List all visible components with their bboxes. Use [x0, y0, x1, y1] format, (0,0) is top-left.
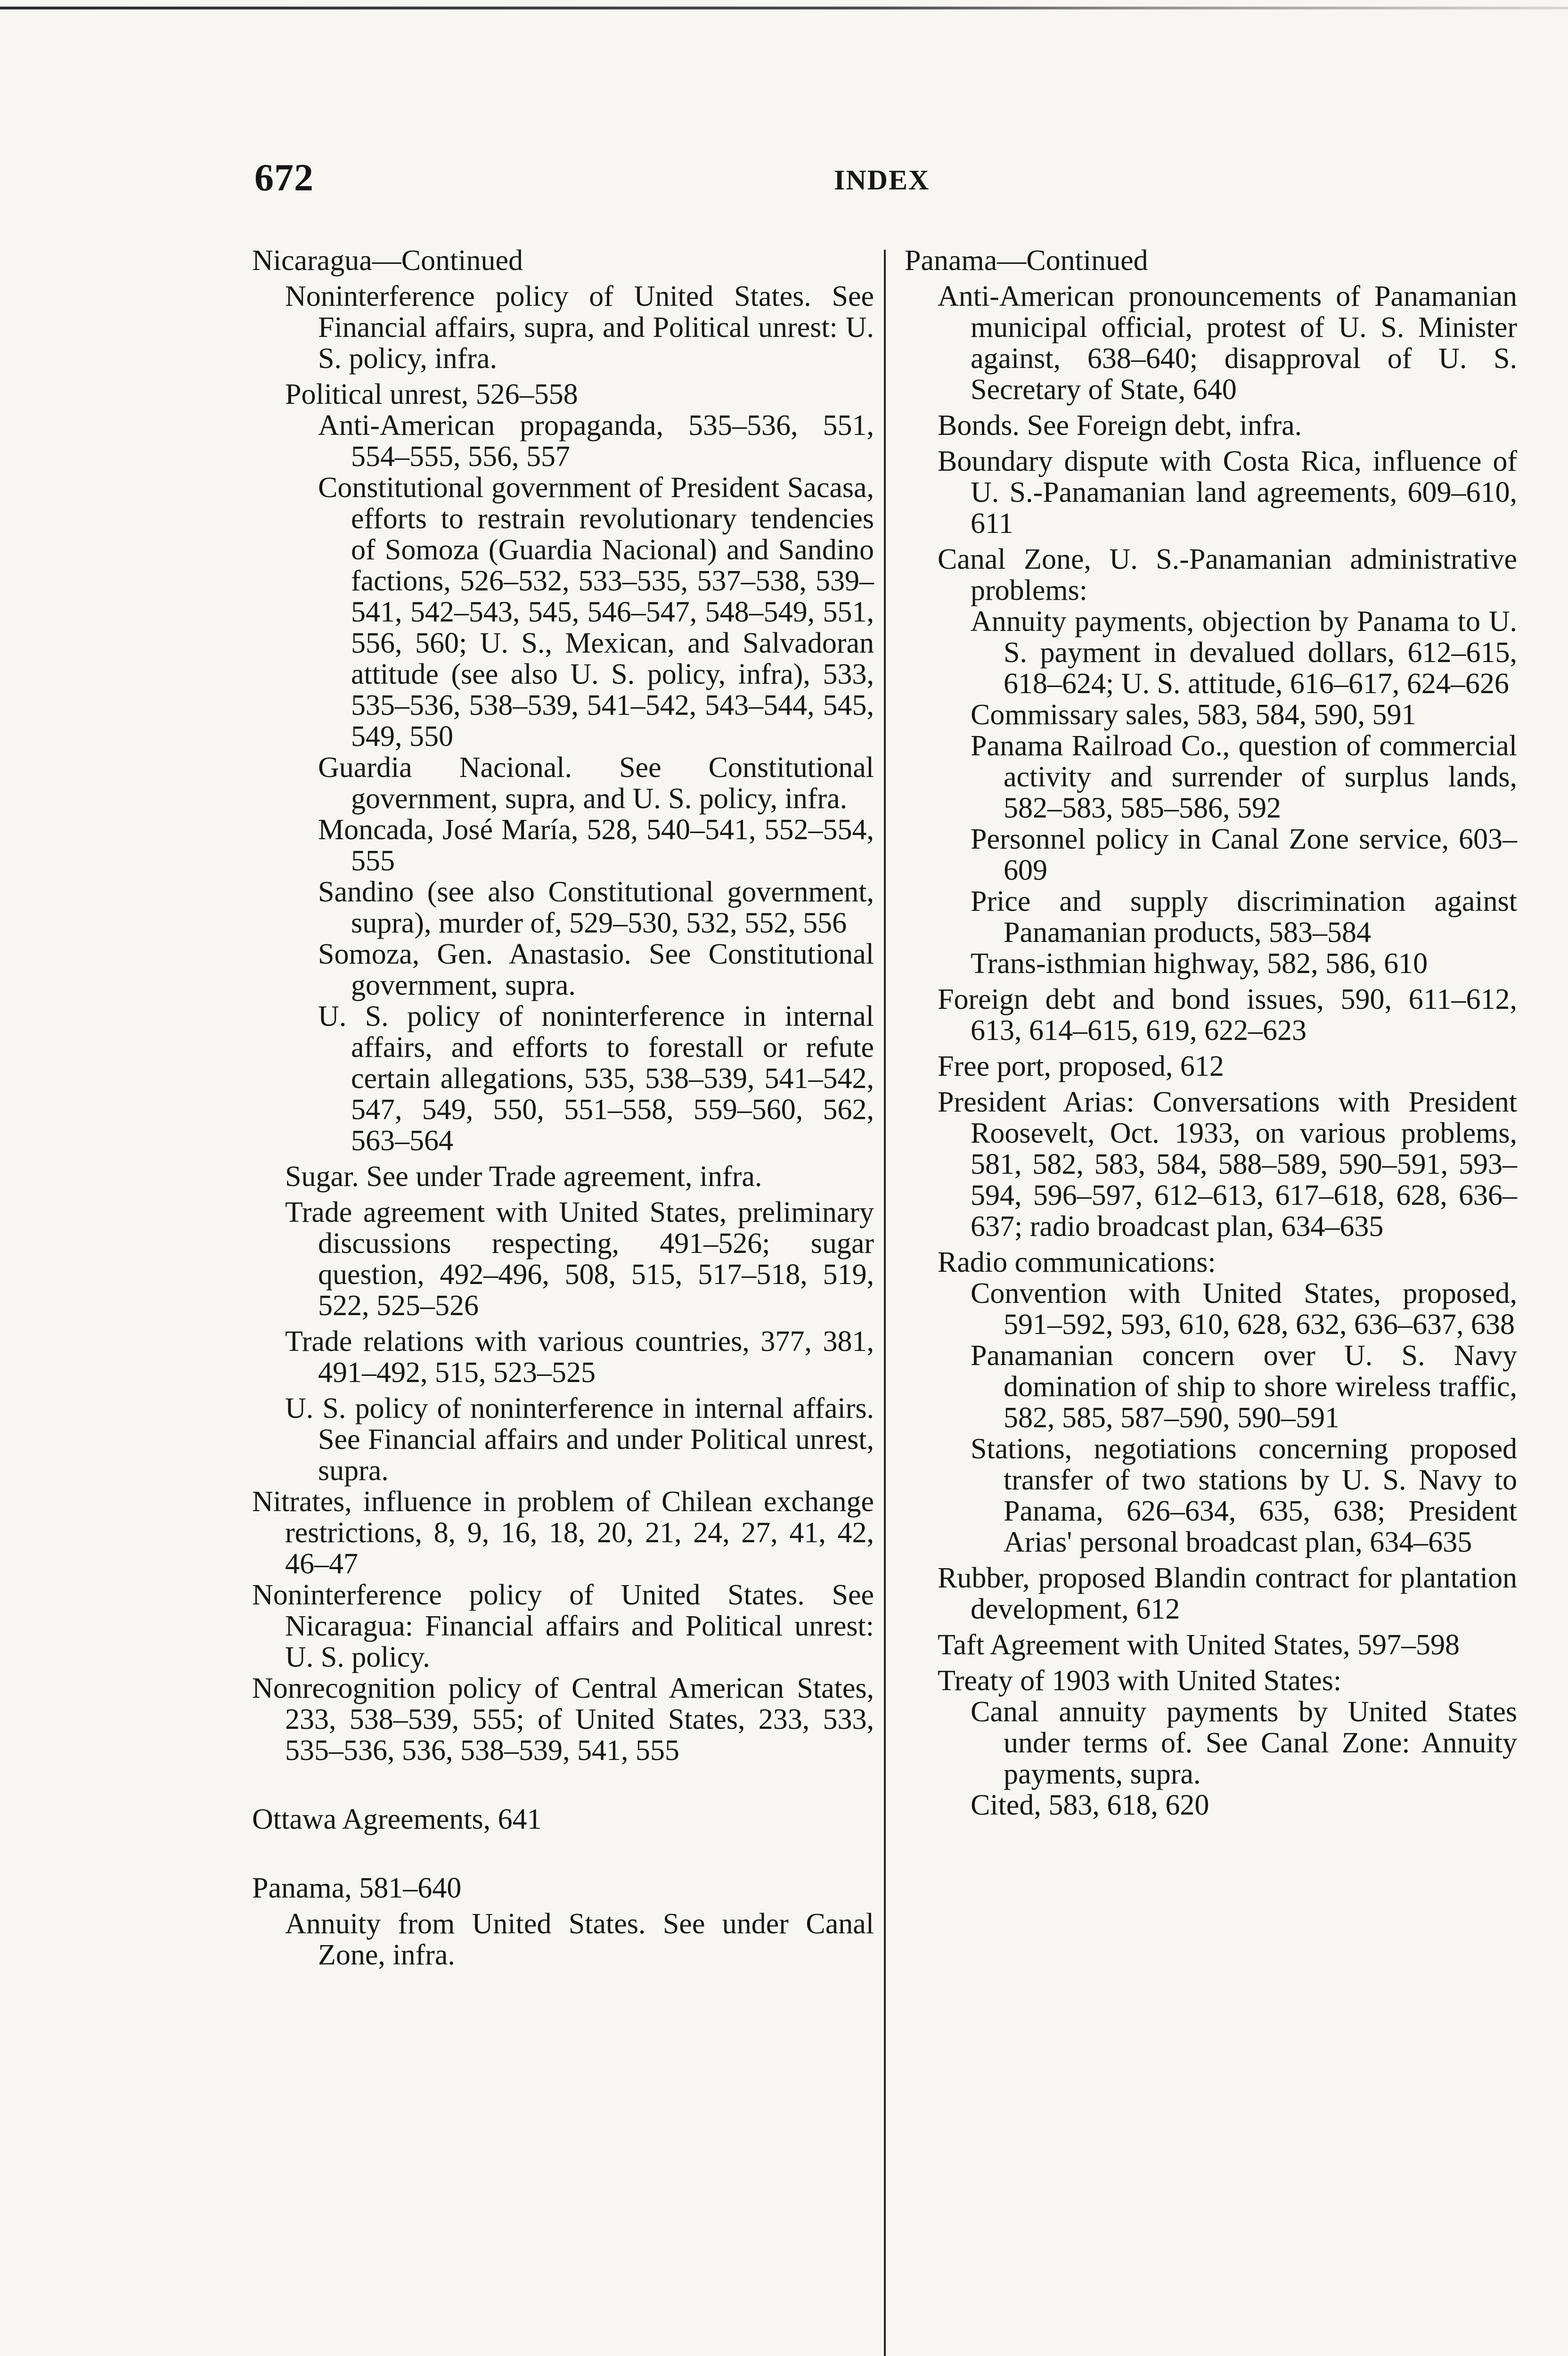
index-entry: Ottawa Agreements, 641: [252, 1803, 542, 1835]
index-entry: Sandino (see also Constitutional government, supra), murder of, 529–530, 532, 552, 556: [318, 876, 874, 939]
index-entry: Panama, 581–640: [252, 1872, 462, 1904]
index-entry: Treaty of 1903 with United States:: [938, 1665, 1342, 1697]
index-entry: Nonrecognition policy of Central American States, 233, 538–539, 555; of United States, 233, 533, 535–536, 536, 538–539, 541, 555: [252, 1672, 874, 1767]
index-entry: Political unrest, 526–558: [285, 378, 578, 410]
index-entry: Radio communications:: [938, 1246, 1216, 1278]
index-entry: Panama—Continued: [905, 245, 1148, 277]
index-entry: Free port, proposed, 612: [938, 1050, 1224, 1082]
index-entry: Sugar. See under Trade agreement, infra.: [285, 1161, 762, 1193]
index-entry: Rubber, proposed Blandin contract for plantation development, 612: [938, 1562, 1517, 1625]
index-entry: Anti-American pronouncements of Panamanian municipal official, protest of U. S. Minister against, 638–640; disapproval of U. S. Secretary of State, 640: [938, 280, 1517, 406]
index-entry: Noninterference policy of United States. See Financial affairs, supra, and Political unrest: U. S. policy, infra.: [285, 280, 874, 375]
index-entry: Canal Zone, U. S.-Panamanian administrative problems:: [938, 543, 1517, 606]
index-entry: Trans-isthmian highway, 582, 586, 610: [971, 948, 1428, 980]
page-number: 672: [254, 156, 314, 199]
index-entry: Moncada, José María, 528, 540–541, 552–554, 555: [318, 814, 874, 877]
index-entry: Taft Agreement with United States, 597–598: [938, 1629, 1460, 1661]
index-entry: U. S. policy of noninterference in internal affairs. See Financial affairs and under Political unrest, supra.: [285, 1392, 874, 1487]
index-entry: Trade relations with various countries, 377, 381, 491–492, 515, 523–525: [285, 1325, 874, 1389]
index-entry: Anti-American propaganda, 535–536, 551, 554–555, 556, 557: [318, 409, 874, 473]
index-entry: Annuity from United States. See under Canal Zone, infra.: [285, 1908, 874, 1971]
index-entry: Guardia Nacional. See Constitutional government, supra, and U. S. policy, infra.: [318, 752, 874, 815]
column-divider: [884, 250, 886, 2356]
index-entry: Foreign debt and bond issues, 590, 611–612, 613, 614–615, 619, 622–623: [938, 983, 1517, 1047]
page-header: [254, 155, 1527, 198]
index-entry: Trade agreement with United States, preliminary discussions respecting, 491–526; sugar question, 492–496, 508, 515, 517–518, 519, 522, 525–526: [285, 1196, 874, 1322]
index-column-right: [905, 245, 1517, 1821]
running-head: INDEX: [834, 164, 930, 196]
index-entry: Panama Railroad Co., question of commercial activity and surrender of surplus lands, 582–583, 585–586, 592: [971, 730, 1517, 824]
index-entry: Boundary dispute with Costa Rica, influence of U. S.-Panamanian land agreements, 609–610, 611: [938, 445, 1517, 540]
index-entry: Convention with United States, proposed, 591–592, 593, 610, 628, 632, 636–637, 638: [971, 1277, 1517, 1341]
index-entry: U. S. policy of noninterference in internal affairs, and efforts to forestall or refute certain allegations, 535, 538–539, 541–542, 547, 549, 550, 551–558, 559–560, 562, 563–564: [318, 1000, 874, 1157]
index-entry: Personnel policy in Canal Zone service, 603–609: [971, 823, 1517, 886]
index-entry: Price and supply discrimination against Panamanian products, 583–584: [971, 885, 1517, 949]
index-entry: Constitutional government of President Sacasa, efforts to restrain revolutionary tendencies of Somoza (Guardia Nacional) and Sandino factions, 526–532, 533–535, 537–538, 539–541, 542–543, 545, 546–547, 548–549, 551, 556, 560; U. S., Mexican, and Salvadoran attitude (see also U. S. policy, infra), 533, 535–536, 538–539, 541–542, 543–544, 545, 549, 550: [318, 472, 874, 753]
index-entry: Stations, negotiations concerning proposed transfer of two stations by U. S. Navy to Panama, 626–634, 635, 638; President Arias' personal broadcast plan, 634–635: [971, 1433, 1517, 1558]
index-entry: Commissary sales, 583, 584, 590, 591: [971, 699, 1416, 731]
index-entry: Somoza, Gen. Anastasio. See Constitutional government, supra.: [318, 938, 874, 1001]
index-entry: Cited, 583, 618, 620: [971, 1789, 1209, 1821]
index-column-left: [252, 245, 874, 1971]
index-entry: Canal annuity payments by United States under terms of. See Canal Zone: Annuity payments, supra.: [971, 1696, 1517, 1790]
index-entry: Nitrates, influence in problem of Chilean exchange restrictions, 8, 9, 16, 18, 20, 21, 24, 27, 41, 42, 46–47: [252, 1486, 874, 1580]
index-entry: Annuity payments, objection by Panama to U. S. payment in devalued dollars, 612–615, 618–624; U. S. attitude, 616–617, 624–626: [971, 605, 1517, 700]
index-entry: Nicaragua—Continued: [252, 245, 523, 277]
index-entry: President Arias: Conversations with President Roosevelt, Oct. 1933, on various problems, 581, 582, 583, 584, 588–589, 590–591, 593–594, 596–597, 612–613, 617–618, 628, 636–637; radio broadcast plan, 634–635: [938, 1086, 1517, 1243]
page-top-rule: [0, 7, 1568, 9]
index-entry: Bonds. See Foreign debt, infra.: [938, 409, 1302, 442]
index-entry: Panamanian concern over U. S. Navy domination of ship to shore wireless traffic, 582, 585, 587–590, 590–591: [971, 1340, 1517, 1434]
index-entry: Noninterference policy of United States. See Nicaragua: Financial affairs and Political unrest: U. S. policy.: [252, 1579, 874, 1673]
